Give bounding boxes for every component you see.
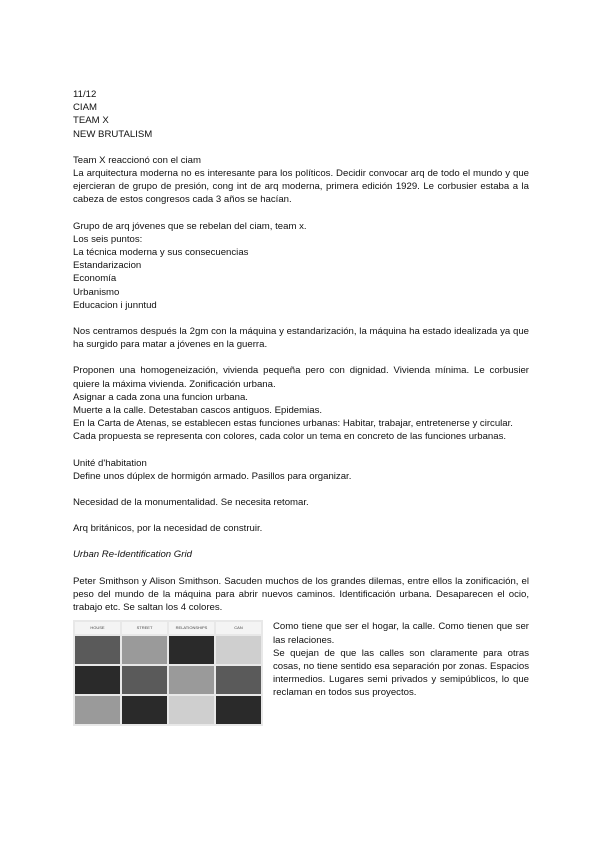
photo-cell xyxy=(75,666,120,694)
monumentality-line: Necesidad de la monumentalidad. Se necesita retomar. xyxy=(73,497,309,509)
photo-cell xyxy=(169,696,214,724)
urban-grid-subheading: Urban Re-Identification Grid xyxy=(73,549,192,561)
machine-paragraph: Nos centramos después la 2gm con la máquina y estandarización, la máquina ha estado idealizada ya que ha surgido para matar a jóvenes en la guerra. xyxy=(73,326,529,351)
ciam-paragraph: La arquitectura moderna no es interesante para los políticos. Decidir convocar arq de todo el mundo y que ejercieran de grupo de presión, cong int de arq moderna, primera edición 1929. Le corbusier estaba a la cabeza de estos congresos cada 3 años se hacían. xyxy=(73,168,529,206)
photo-cell xyxy=(216,696,261,724)
photo-cell xyxy=(122,696,167,724)
point-item: Urbanismo xyxy=(73,286,120,298)
urban-reidentification-grid-image xyxy=(73,620,263,726)
unite-body: Define unos dúplex de hormigón armado. Pasillos para organizar. xyxy=(73,470,352,482)
homogenization-paragraph: Proponen una homogeneización, vivienda pequeña pero con dignidad. Vivienda mínima. Le corbusier quiere la máxima vivienda. Zonificación urbana. xyxy=(73,365,529,390)
figure-row xyxy=(73,620,529,726)
heading-team-x: TEAM X xyxy=(73,115,109,127)
figure-header: RELATIONSHIPS xyxy=(169,622,214,634)
point-item: La técnica moderna y sus consecuencias xyxy=(73,247,249,259)
figure-caption xyxy=(273,620,529,726)
heading-ciam: CIAM xyxy=(73,102,97,114)
smithson-paragraph: Peter Smithson y Alison Smithson. Sacuden muchos de los grandes dilemas, entre ellos la zonificación, el peso del mundo de la máquina para abrir nuevos caminos. Identificación urbana. Desaparecen el ocio, trabajo etc. Se saltan los 4 colores. xyxy=(73,575,529,614)
team-x-intro: Grupo de arq jóvenes que se rebelan del ciam, team x. xyxy=(73,220,307,232)
photo-cell xyxy=(216,666,261,694)
document-content xyxy=(73,88,529,726)
photo-cell xyxy=(122,666,167,694)
figure-caption-1: Como tiene que ser el hogar, la calle. Como tienen que ser las relaciones. xyxy=(273,621,529,646)
photo-cell xyxy=(75,636,120,664)
photo-cell xyxy=(169,636,214,664)
zone-function-line: Asignar a cada zona una funcion urbana. xyxy=(73,391,248,403)
figure-header: HOUSE xyxy=(75,622,120,634)
photo-cell xyxy=(122,636,167,664)
date-line: 11/12 xyxy=(73,89,97,100)
six-points-title: Los seis puntos: xyxy=(73,233,143,245)
figure-header: STREET xyxy=(122,622,167,634)
team-x-title: Team X reaccionó con el ciam xyxy=(73,154,201,166)
photo-cell xyxy=(75,696,120,724)
athens-charter-line: En la Carta de Atenas, se establecen estas funciones urbanas: Habitar, trabajar, entretenerse y circular. xyxy=(73,418,513,430)
point-item: Estandarizacion xyxy=(73,260,142,272)
point-item: Economía xyxy=(73,273,117,285)
point-item: Educacion i junntud xyxy=(73,299,157,311)
photo-cell xyxy=(169,666,214,694)
photo-cell xyxy=(216,636,261,664)
unite-title: Unité d'habitation xyxy=(73,457,147,469)
figure-header: CAN xyxy=(216,622,261,634)
heading-new-brutalism: NEW BRUTALISM xyxy=(73,128,153,140)
street-death-line: Muerte a la calle. Detestaban cascos antiguos. Epidemias. xyxy=(73,405,323,417)
colors-line: Cada propuesta se representa con colores, cada color un tema en concreto de las funciones urbanas. xyxy=(73,431,507,443)
british-arch-line: Arq británicos, por la necesidad de construir. xyxy=(73,523,263,535)
figure-caption-2: Se quejan de que las calles son claramente para otras cosas, no tiene sentido esa separación por zonas. Espacios intermedios. Lugares semi privados y semipúblicos, lo que reclaman en todos sus proyectos. xyxy=(273,647,529,699)
